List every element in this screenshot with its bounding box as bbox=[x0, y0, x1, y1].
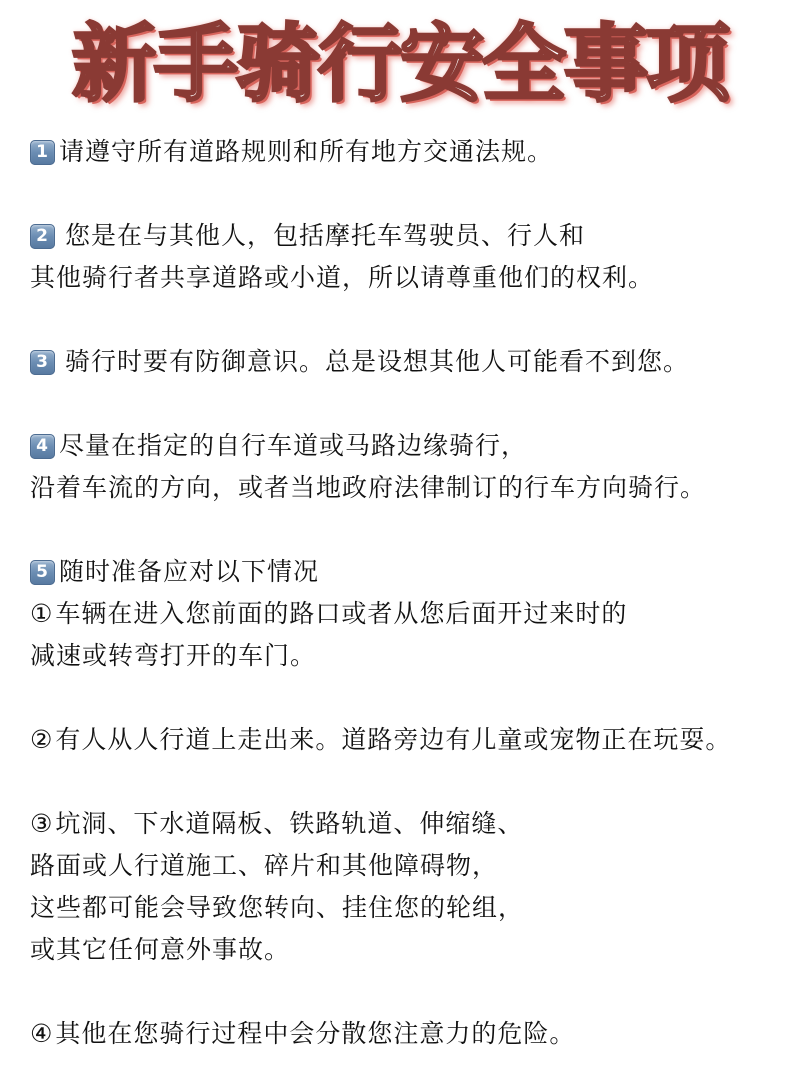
tip-5-sub-3-continuation-2 bbox=[30, 887, 790, 929]
tip-2-line-1: 您是在与其他人，包括摩托车驾驶员、行人和 bbox=[65, 221, 586, 250]
safety-tips-list bbox=[30, 131, 790, 1055]
tip-3-line-1: 骑行时要有防御意识。总是设想其他人可能看不到您。 bbox=[65, 347, 690, 376]
tip-5-sub-3-continuation-3 bbox=[30, 929, 790, 971]
tip-4-line-1: 尽量在指定的自行车道或马路边缘骑行， bbox=[59, 431, 528, 460]
circled-2-marker: ② bbox=[30, 725, 54, 754]
tip-5-sub-3-line-2: 路面或人行道施工、碎片和其他障碍物， bbox=[30, 851, 499, 880]
circled-3-marker: ③ bbox=[30, 809, 54, 838]
keycap-3-icon: 3 bbox=[30, 350, 55, 375]
tip-5-sub-2 bbox=[30, 719, 790, 761]
tip-2-line-2: 其他骑行者共享道路或小道，所以请尊重他们的权利。 bbox=[30, 263, 655, 292]
tip-5-sub-1-line-1: 车辆在进入您前面的路口或者从您后面开过来时的 bbox=[55, 599, 628, 628]
tip-5-sub-3 bbox=[30, 803, 790, 845]
keycap-1-icon: 1 bbox=[30, 140, 55, 165]
tip-4-line-2: 沿着车流的方向，或者当地政府法律制订的行车方向骑行。 bbox=[30, 473, 707, 502]
tip-5-sub-1-continuation bbox=[30, 635, 790, 677]
page-title: 新手骑行安全事项 bbox=[71, 15, 728, 113]
tip-5 bbox=[30, 551, 790, 593]
tip-5-sub-3-continuation-1 bbox=[30, 845, 790, 887]
tip-5-sub-3-line-4: 或其它任何意外事故。 bbox=[30, 935, 291, 964]
keycap-2-icon: 2 bbox=[30, 224, 55, 249]
tip-5-sub-1-line-2: 减速或转弯打开的车门。 bbox=[30, 641, 317, 670]
tip-5-sub-2-line-1: 有人从人行道上走出来。道路旁边有儿童或宠物正在玩耍。 bbox=[55, 725, 732, 754]
tip-5-sub-3-line-1: 坑洞、下水道隔板、铁路轨道、伸缩缝、 bbox=[55, 809, 524, 838]
circled-1-marker: ① bbox=[30, 599, 54, 628]
keycap-4-icon: 4 bbox=[30, 434, 55, 459]
keycap-5-icon: 5 bbox=[30, 560, 55, 585]
tip-4-continuation bbox=[30, 467, 790, 509]
tip-5-line-1: 随时准备应对以下情况 bbox=[59, 557, 320, 586]
tip-3 bbox=[30, 341, 790, 383]
tip-5-sub-1 bbox=[30, 593, 790, 635]
tip-2-continuation bbox=[30, 257, 790, 299]
tip-5-sub-4-line-1: 其他在您骑行过程中会分散您注意力的危险。 bbox=[55, 1019, 576, 1048]
tip-2 bbox=[30, 215, 790, 257]
tip-5-sub-3-line-3: 这些都可能会导致您转向、挂住您的轮组， bbox=[30, 893, 525, 922]
tip-4 bbox=[30, 425, 790, 467]
tip-1 bbox=[30, 131, 790, 173]
tip-5-sub-4 bbox=[30, 1013, 790, 1055]
circled-4-marker: ④ bbox=[30, 1019, 54, 1048]
tip-1-line-1: 请遵守所有道路规则和所有地方交通法规。 bbox=[59, 137, 554, 166]
